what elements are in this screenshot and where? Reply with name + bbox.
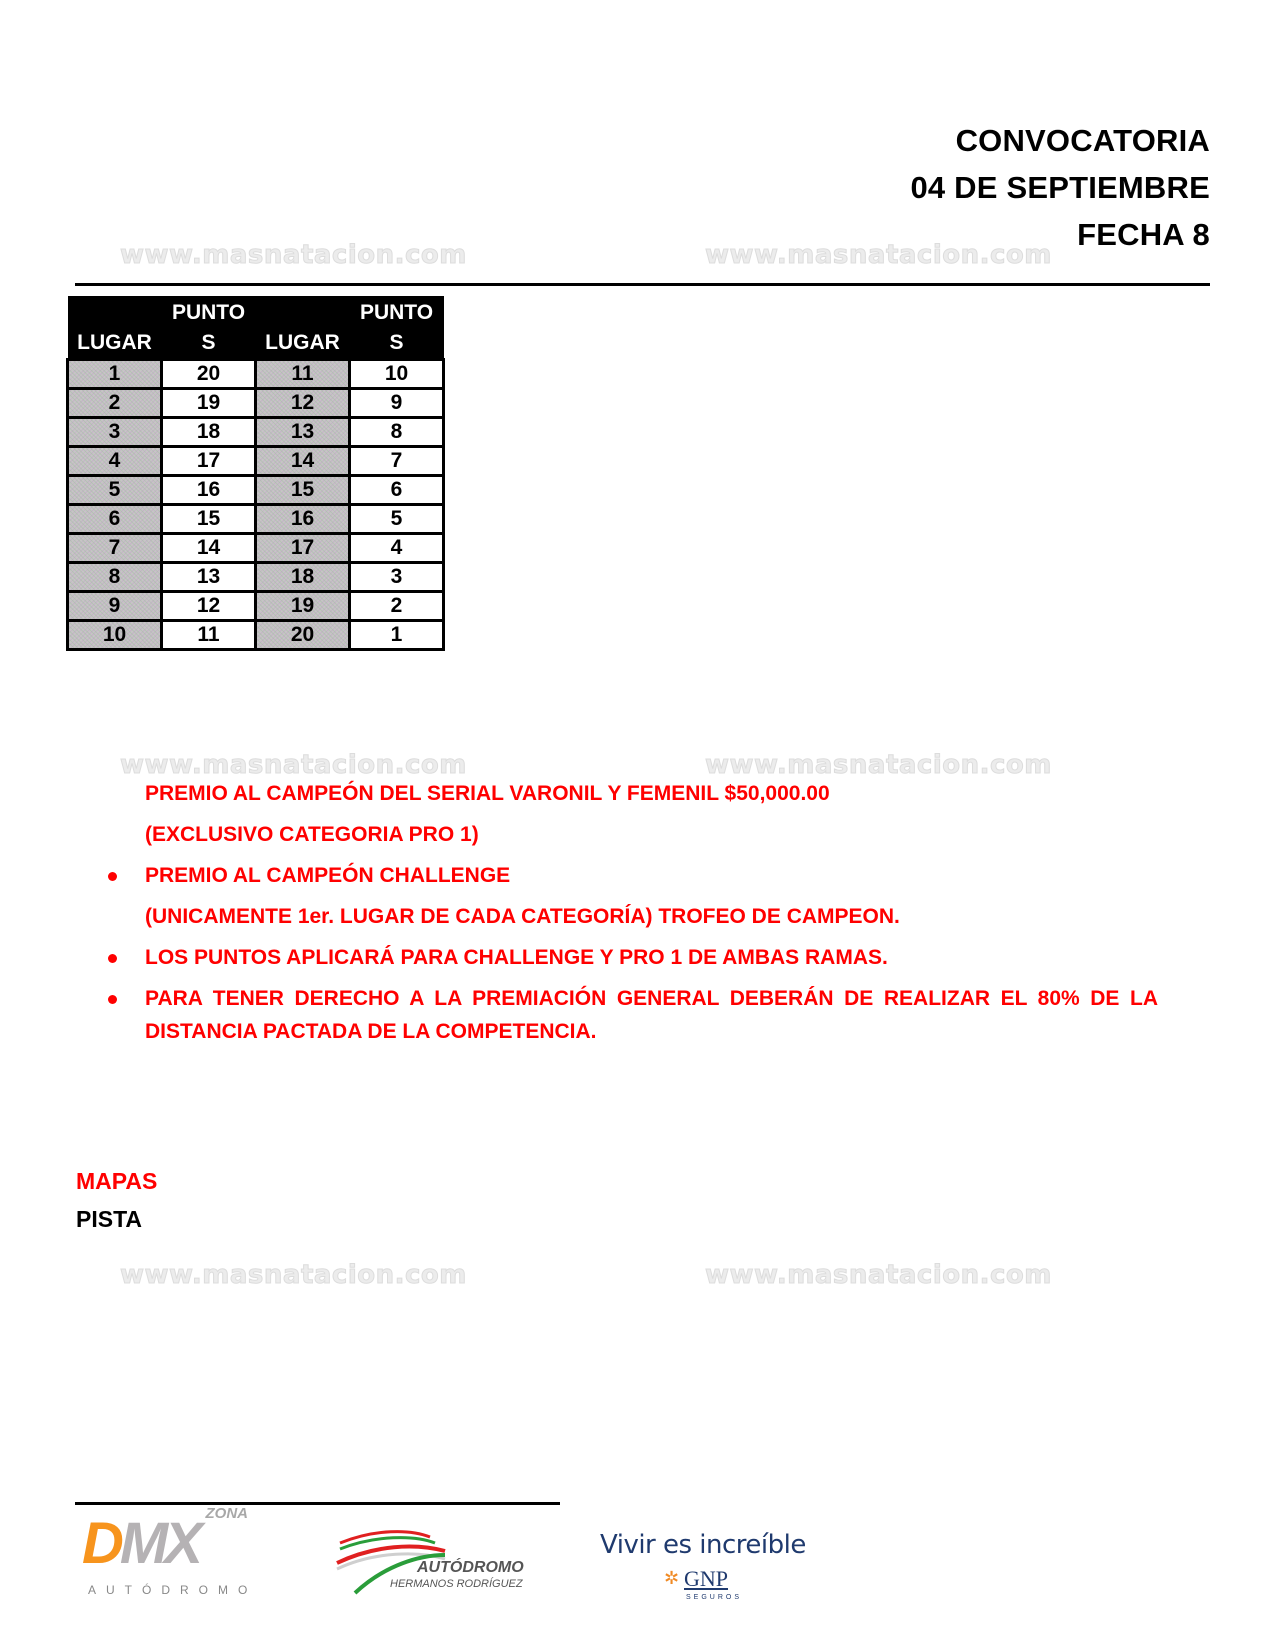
puntos-cell: 15 <box>162 505 256 534</box>
lugar-cell: 9 <box>68 592 162 621</box>
dmx-mark <box>82 1511 199 1576</box>
puntos-cell: 7 <box>350 447 444 476</box>
autodromo-sub: HERMANOS RODRÍGUEZ <box>390 1578 523 1590</box>
header-divider <box>75 283 1210 286</box>
puntos-cell: 5 <box>350 505 444 534</box>
prize-challenge-note: (UNICAMENTE 1er. LUGAR DE CADA CATEGORÍA) TROFEO DE CAMPEON. <box>145 905 900 928</box>
points-rule: LOS PUNTOS APLICARÁ PARA CHALLENGE Y PRO 1 DE AMBAS RAMAS. <box>145 946 888 969</box>
lugar-cell: 10 <box>68 621 162 650</box>
table-row <box>68 534 444 563</box>
lugar-cell: 17 <box>256 534 350 563</box>
header-text: PUNTO <box>171 301 246 324</box>
points-table <box>66 296 445 651</box>
prize-challenge: PREMIO AL CAMPEÓN CHALLENGE <box>145 864 511 887</box>
header-text: S <box>389 331 404 354</box>
watermark: www.masnatacion.com <box>120 1260 467 1290</box>
bullet-icon <box>108 995 117 1004</box>
watermark: www.masnatacion.com <box>705 240 1052 270</box>
lugar-cell: 12 <box>256 389 350 418</box>
table-row <box>68 418 444 447</box>
lugar-cell: 15 <box>256 476 350 505</box>
lugar-cell: 5 <box>68 476 162 505</box>
autodromo-hermanos-rodriguez-logo <box>335 1525 535 1605</box>
puntos-cell: 8 <box>350 418 444 447</box>
header-text: LUGAR <box>77 331 152 354</box>
lugar-cell: 18 <box>256 563 350 592</box>
puntos-cell: 20 <box>162 360 256 389</box>
header-text: S <box>201 331 216 354</box>
puntos-cell: 1 <box>350 621 444 650</box>
puntos-cell: 13 <box>162 563 256 592</box>
puntos-cell: 11 <box>162 621 256 650</box>
table-row <box>68 592 444 621</box>
dmx-mx: MX <box>119 1511 199 1576</box>
puntos-cell: 3 <box>350 563 444 592</box>
table-row <box>68 447 444 476</box>
dmx-d: D <box>82 1511 120 1576</box>
lugar-cell: 13 <box>256 418 350 447</box>
puntos-cell: 16 <box>162 476 256 505</box>
puntos-cell: 17 <box>162 447 256 476</box>
lugar-cell: 8 <box>68 563 162 592</box>
puntos-cell: 6 <box>350 476 444 505</box>
track-subheading: PISTA <box>76 1206 143 1232</box>
watermark: www.masnatacion.com <box>705 1260 1052 1290</box>
doc-event: FECHA 8 <box>1077 217 1210 252</box>
gnp-brand: GNP <box>684 1566 729 1591</box>
autodromo-name: AUTÓDROMO <box>417 1559 524 1576</box>
col-header-puntos <box>350 296 444 360</box>
col-header-lugar <box>256 296 350 360</box>
watermark: www.masnatacion.com <box>705 750 1052 780</box>
puntos-cell: 2 <box>350 592 444 621</box>
gnp-flower-icon: ✲ <box>664 1568 680 1588</box>
table-row <box>68 505 444 534</box>
award-eligibility-line2: DISTANCIA PACTADA DE LA COMPETENCIA. <box>145 1020 597 1043</box>
lugar-cell: 16 <box>256 505 350 534</box>
zona-dmx-logo <box>80 1505 270 1605</box>
prize-serial-note: (EXCLUSIVO CATEGORIA PRO 1) <box>145 823 479 846</box>
prize-serial-line: PREMIO AL CAMPEÓN DEL SERIAL VARONIL Y FEMENIL $50,000.00 <box>145 782 830 805</box>
award-eligibility-line1: PARA TENER DERECHO A LA PREMIACIÓN GENERAL DEBERÁN DE REALIZAR EL 80% DE LA <box>145 987 1158 1010</box>
bullet-icon <box>108 872 117 881</box>
dmx-zona-text: ZONA <box>205 1505 248 1522</box>
table-row <box>68 563 444 592</box>
puntos-cell: 19 <box>162 389 256 418</box>
table-row <box>68 621 444 650</box>
doc-title: CONVOCATORIA <box>955 123 1210 158</box>
bullet-icon <box>108 954 117 963</box>
puntos-cell: 9 <box>350 389 444 418</box>
gnp-logo <box>600 1530 820 1610</box>
lugar-cell: 11 <box>256 360 350 389</box>
watermark: www.masnatacion.com <box>120 240 467 270</box>
puntos-cell: 12 <box>162 592 256 621</box>
table-header-row <box>68 296 444 360</box>
lugar-cell: 19 <box>256 592 350 621</box>
col-header-puntos <box>162 296 256 360</box>
maps-heading: MAPAS <box>76 1168 158 1194</box>
watermark: www.masnatacion.com <box>120 750 467 780</box>
gnp-slogan: Vivir es increíble <box>600 1530 806 1560</box>
lugar-cell: 3 <box>68 418 162 447</box>
lugar-cell: 6 <box>68 505 162 534</box>
lugar-cell: 20 <box>256 621 350 650</box>
header-text: LUGAR <box>265 331 340 354</box>
doc-date: 04 DE SEPTIEMBRE <box>910 170 1210 205</box>
table-row <box>68 476 444 505</box>
lugar-cell: 2 <box>68 389 162 418</box>
puntos-cell: 18 <box>162 418 256 447</box>
header-text: PUNTO <box>359 301 434 324</box>
puntos-cell: 14 <box>162 534 256 563</box>
lugar-cell: 4 <box>68 447 162 476</box>
lugar-cell: 14 <box>256 447 350 476</box>
col-header-lugar <box>68 296 162 360</box>
gnp-sub: SEGUROS <box>686 1594 743 1601</box>
table-row <box>68 360 444 389</box>
lugar-cell: 7 <box>68 534 162 563</box>
table-row <box>68 389 444 418</box>
puntos-cell: 4 <box>350 534 444 563</box>
dmx-sub-text: AUTÓDROMO <box>88 1583 258 1597</box>
lugar-cell: 1 <box>68 360 162 389</box>
puntos-cell: 10 <box>350 360 444 389</box>
